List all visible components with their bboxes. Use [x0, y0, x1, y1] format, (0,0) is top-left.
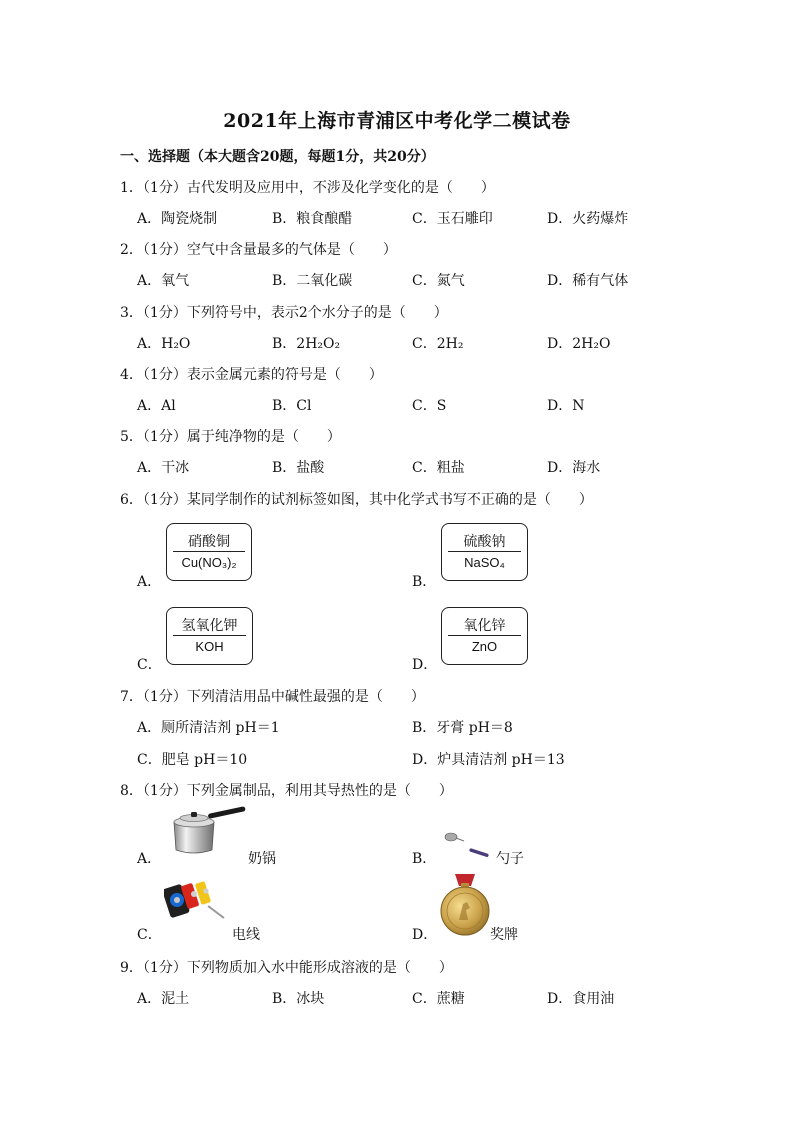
q8-option-a[interactable]: A． — [137, 851, 162, 867]
question-6-stem: 6．（1分）某同学制作的试剂标签如图，其中化学式书写不正确的是（ ） — [120, 492, 593, 508]
q7-option-d[interactable]: D．炉具清洁剂 pH＝13 — [412, 752, 565, 768]
caption-wire: 电线 — [232, 927, 260, 943]
reagent-label-a[interactable] — [166, 523, 252, 581]
q9-option-c[interactable]: C．蔗糖 — [412, 991, 465, 1007]
label-divider — [173, 551, 245, 552]
label-divider — [173, 635, 246, 636]
q5-option-d[interactable]: D．海水 — [547, 460, 601, 476]
q4-option-b[interactable]: B．Cl — [272, 398, 312, 414]
q1-option-d[interactable]: D．火药爆炸 — [547, 211, 629, 227]
question-3-stem: 3．（1分）下列符号中，表示2个水分子的是（ ） — [120, 305, 448, 321]
question-4-stem: 4．（1分）表示金属元素的符号是（ ） — [120, 367, 383, 383]
caption-spoon: 勺子 — [496, 851, 524, 867]
q4-option-a[interactable]: A．Al — [137, 398, 176, 414]
q7-option-b[interactable]: B．牙膏 pH＝8 — [412, 720, 513, 736]
reagent-name: 硝酸铜 — [188, 534, 230, 550]
q2-option-d[interactable]: D．稀有气体 — [547, 273, 629, 289]
question-8-stem: 8．（1分）下列金属制品，利用其导热性的是（ ） — [120, 783, 453, 799]
q6-option-b[interactable]: B． — [412, 574, 437, 590]
q1-option-c[interactable]: C．玉石雕印 — [412, 211, 493, 227]
q4-option-c[interactable]: C．S — [412, 398, 447, 414]
q3-option-c[interactable]: C．2H₂ — [412, 336, 464, 352]
reagent-formula: NaSO₄ — [464, 555, 505, 570]
q7-option-a[interactable]: A．厕所清洁剂 pH＝1 — [137, 720, 280, 736]
q3-option-d[interactable]: D．2H₂O — [547, 336, 611, 352]
question-7-stem: 7．（1分）下列清洁用品中碱性最强的是（ ） — [120, 689, 425, 705]
medal-icon[interactable] — [437, 874, 493, 938]
reagent-name: 氢氧化钾 — [181, 618, 238, 634]
q1-option-a[interactable]: A．陶瓷烧制 — [137, 211, 218, 227]
q3-option-b[interactable]: B．2H₂O₂ — [272, 336, 341, 352]
q6-option-c[interactable]: C． — [137, 657, 162, 673]
reagent-label-b[interactable] — [441, 523, 528, 581]
q5-option-b[interactable]: B．盐酸 — [272, 460, 325, 476]
q9-option-a[interactable]: A．泥土 — [137, 991, 190, 1007]
q6-option-d[interactable]: D． — [412, 657, 438, 673]
reagent-label-d[interactable] — [441, 607, 528, 665]
q9-option-d[interactable]: D．食用油 — [547, 991, 615, 1007]
q2-option-c[interactable]: C．氮气 — [412, 273, 465, 289]
section-heading: 一、选择题（本大题含20题，每题1分，共20分） — [120, 149, 435, 165]
q7-option-c[interactable]: C．肥皂 pH＝10 — [137, 752, 248, 768]
spoon-icon[interactable] — [442, 831, 494, 857]
question-1-stem: 1．（1分）古代发明及应用中，不涉及化学变化的是（ ） — [120, 180, 495, 196]
reagent-name: 氧化锌 — [463, 618, 506, 634]
label-divider — [448, 635, 521, 636]
label-divider — [448, 551, 521, 552]
q3-option-a[interactable]: A．H₂O — [137, 336, 191, 352]
q4-option-d[interactable]: D．N — [547, 398, 585, 414]
q5-option-c[interactable]: C．粗盐 — [412, 460, 465, 476]
q5-option-a[interactable]: A．干冰 — [137, 460, 190, 476]
q1-option-b[interactable]: B．粮食酿醋 — [272, 211, 353, 227]
q8-option-b[interactable]: B． — [412, 851, 437, 867]
q6-option-a[interactable]: A． — [137, 574, 162, 590]
question-9-stem: 9．（1分）下列物质加入水中能形成溶液的是（ ） — [120, 960, 453, 976]
q2-option-b[interactable]: B．二氧化碳 — [272, 273, 353, 289]
q8-option-d[interactable]: D． — [412, 927, 438, 943]
q2-option-a[interactable]: A．氧气 — [137, 273, 190, 289]
q8-option-c[interactable]: C． — [137, 927, 162, 943]
reagent-name: 硫酸钠 — [463, 534, 506, 550]
exam-title: 2021年上海市青浦区中考化学二模试卷 — [223, 110, 571, 132]
reagent-formula: KOH — [195, 639, 224, 654]
reagent-label-c[interactable] — [166, 607, 253, 665]
q9-option-b[interactable]: B．冰块 — [272, 991, 325, 1007]
reagent-formula: ZnO — [471, 639, 498, 654]
caption-medal: 奖牌 — [490, 927, 518, 943]
caption-saucepan: 奶锅 — [248, 851, 276, 867]
reagent-formula: Cu(NO₃)₂ — [181, 555, 237, 570]
electric-wire-icon[interactable] — [164, 876, 228, 924]
question-2-stem: 2．（1分）空气中含量最多的气体是（ ） — [120, 242, 397, 258]
question-5-stem: 5．（1分）属于纯净物的是（ ） — [120, 429, 341, 445]
saucepan-icon[interactable] — [168, 806, 248, 858]
